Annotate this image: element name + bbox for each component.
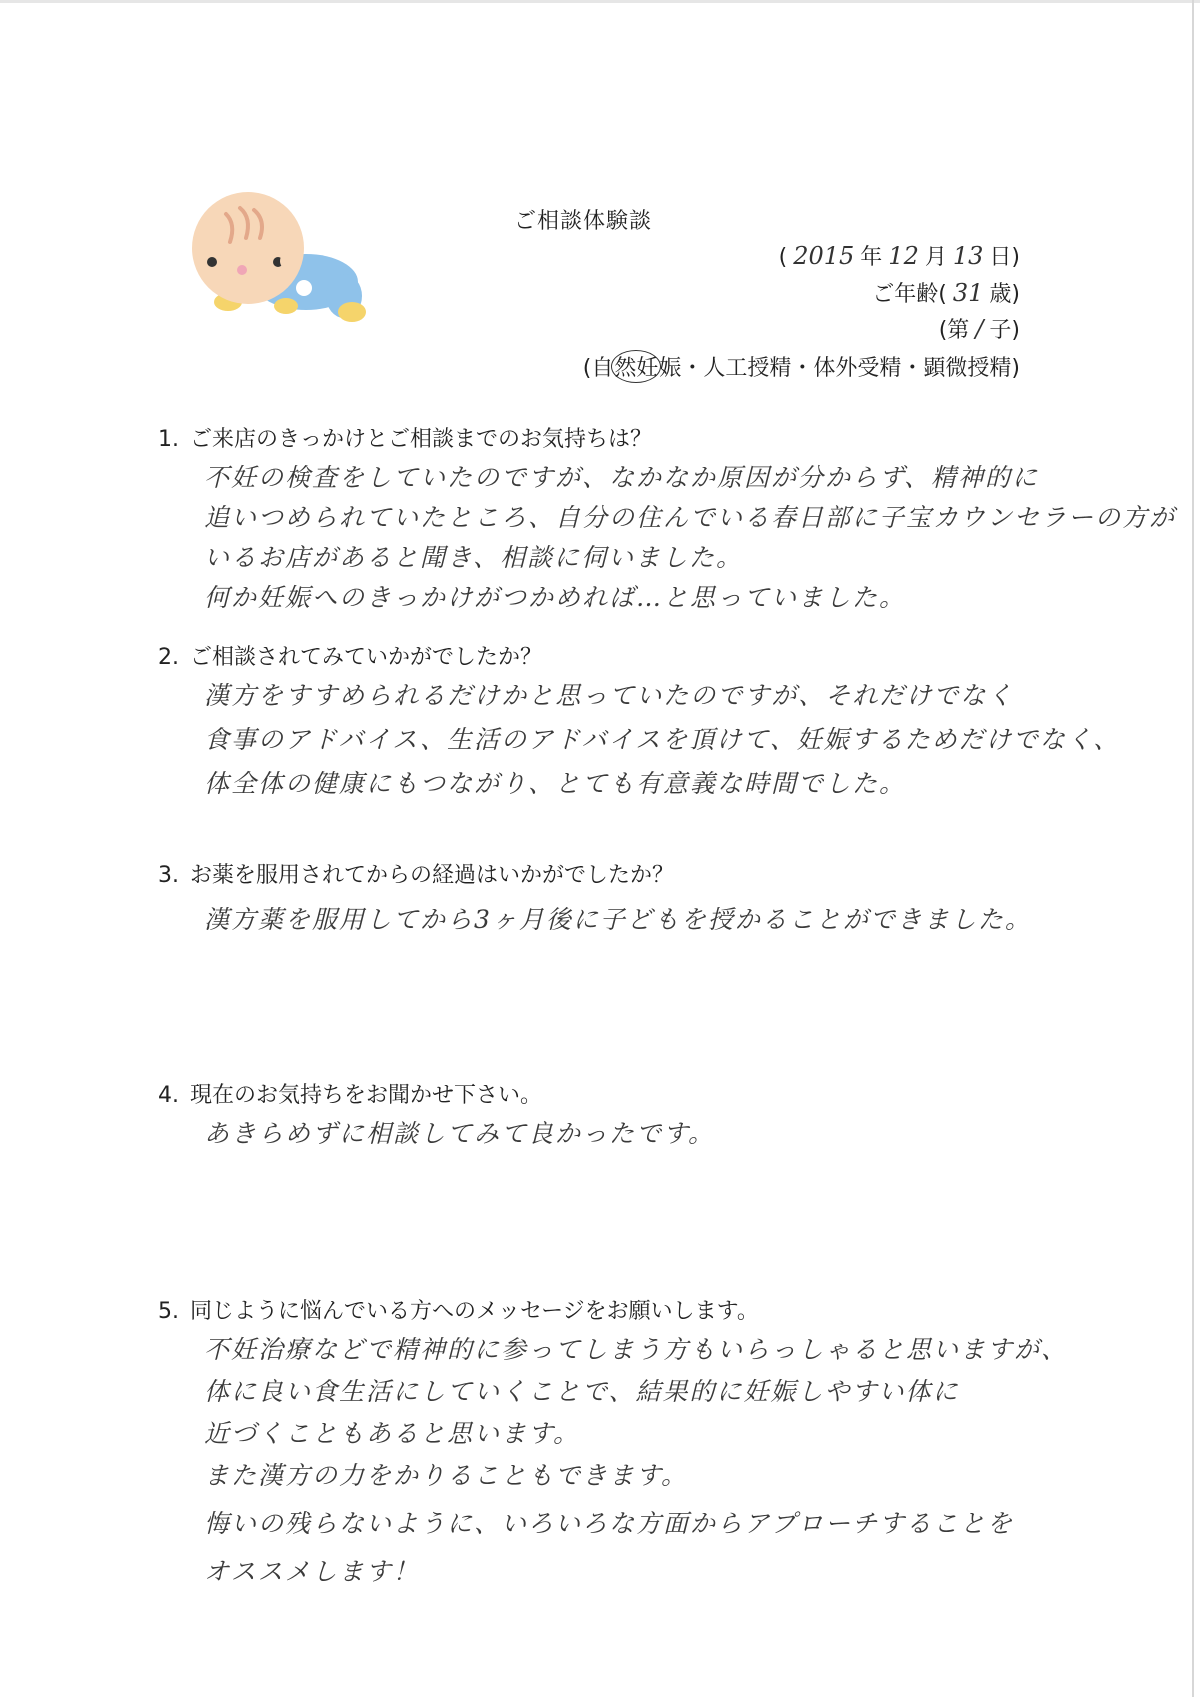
answer-4 (204, 1114, 715, 1154)
answer-line: オススメします！ (204, 1557, 420, 1586)
child-number: / (975, 315, 984, 343)
answer-line: 漢方をすすめられるだけかと思っていたのですが、それだけでなく (204, 681, 1015, 710)
answer-line: 体全体の健康にもつながり、とても有意義な時間でした。 (204, 769, 907, 798)
child-unit: 子) (989, 318, 1020, 343)
answer-line: あきらめずに相談してみて良かったです。 (204, 1119, 716, 1148)
answer-line: 不妊の検査をしていたのですが、なかなか原因が分からず、精神的に (204, 463, 1040, 492)
conception-rest: 娠・人工授精・体外受精・顕微授精) (659, 356, 1020, 381)
answer-2 (204, 676, 1120, 808)
answer-line: 悔いの残らないように、いろいろな方面からアプローチすることを (204, 1509, 1015, 1538)
answer-line: 体に良い食生活にしていくことで、結果的に妊娠しやすい体に (204, 1377, 960, 1406)
answer-1 (204, 458, 1176, 618)
question-text: 同じように悩んでいる方へのメッセージをお願いします。 (190, 1299, 759, 1324)
date-month-unit: 月 (924, 245, 947, 270)
question-number: 4. (158, 1083, 179, 1108)
question-number: 2. (158, 645, 179, 670)
question-5 (158, 1294, 759, 1325)
answer-3 (204, 900, 1032, 940)
answer-line: 漢方薬を服用してから3ヶ月後に子どもを授かることができました。 (204, 905, 1032, 934)
date-line (779, 240, 1020, 271)
baby-ear (280, 252, 298, 270)
answer-line: 食事のアドバイス、生活のアドバイスを頂けて、妊娠するためだけでなく、 (204, 725, 1121, 754)
baby-hand-right (274, 298, 298, 314)
page-title: ご相談体験談 (514, 209, 653, 234)
date-month: 12 (888, 242, 919, 270)
conception-open: (自 (582, 356, 614, 381)
child-label: (第 (938, 318, 970, 343)
answer-5 (204, 1330, 1068, 1596)
page-right-edge (1192, 0, 1194, 1697)
age-value: 31 (952, 279, 984, 307)
page-top-edge (0, 0, 1200, 3)
date-year: 2015 (793, 242, 855, 270)
baby-foot (338, 302, 366, 322)
question-1 (158, 422, 652, 453)
answer-line: 不妊治療などで精神的に参ってしまう方もいらっしゃると思いますが、 (204, 1335, 1069, 1364)
answer-line: また漢方の力をかりることもできます。 (204, 1461, 689, 1490)
date-year-unit: 年 (860, 245, 883, 270)
answer-line: 何か妊娠へのきっかけがつかめれば…と思っていました。 (204, 583, 907, 612)
conception-selected-circle: 然妊 (611, 350, 661, 383)
question-number: 3. (158, 863, 179, 888)
question-text: ご来店のきっかけとご相談までのお気持ちは？ (190, 427, 653, 452)
baby-eye-left (207, 257, 217, 267)
crawling-baby-illustration (186, 190, 396, 340)
question-number: 5. (158, 1299, 179, 1324)
age-label: ご年齢( (872, 282, 947, 307)
date-open-paren: ( (778, 245, 788, 270)
answer-line: 追いつめられていたところ、自分の住んでいる春日部に子宝カウンセラーの方が (204, 503, 1177, 532)
answer-line: いるお店があると聞き、相談に伺いました。 (204, 543, 744, 572)
child-order-line (939, 313, 1020, 344)
question-text: ご相談されてみていかがでしたか？ (190, 645, 543, 670)
question-number: 1. (158, 427, 179, 452)
question-4 (158, 1078, 542, 1109)
date-day: 13 (952, 242, 984, 270)
baby-nose (237, 265, 247, 275)
answer-line: 近づくこともあると思います。 (204, 1419, 581, 1448)
age-unit: 歳) (989, 282, 1020, 307)
baby-head (192, 192, 304, 304)
question-text: 現在のお気持ちをお聞かせ下さい。 (190, 1083, 543, 1108)
conception-method-line (583, 350, 1020, 383)
question-text: お薬を服用されてからの経過はいかがでしたか？ (190, 863, 675, 888)
age-line (872, 277, 1020, 308)
question-3 (158, 858, 674, 889)
date-day-unit: 日) (989, 245, 1020, 270)
question-2 (158, 640, 542, 671)
baby-button (296, 280, 312, 296)
